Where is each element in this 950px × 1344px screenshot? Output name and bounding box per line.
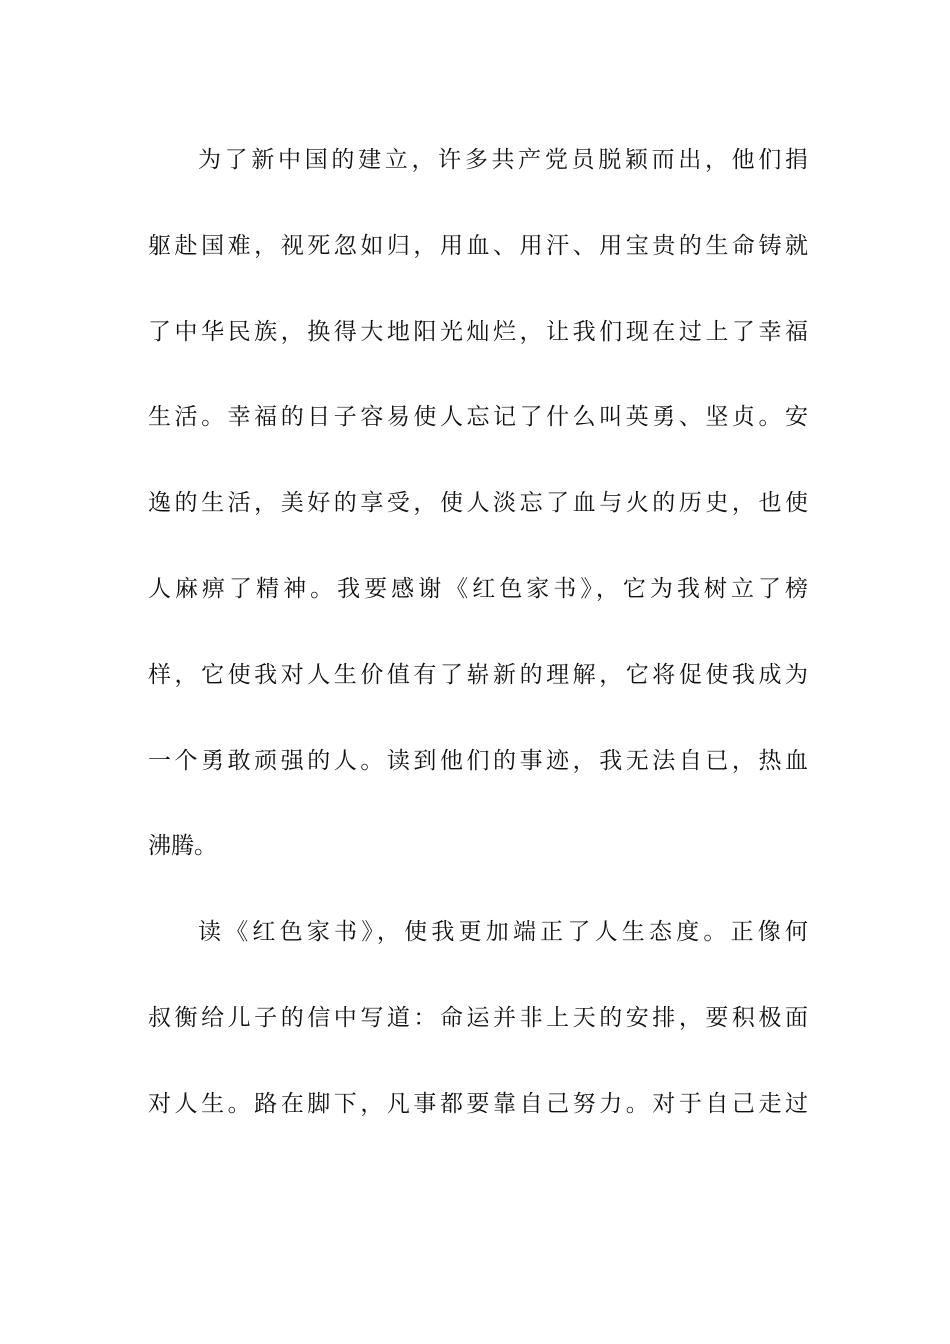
paragraph-2-line-3: 对人生。路在脚下，凡事都要靠自己努力。对于自己走过 bbox=[148, 1091, 808, 1117]
paragraph-1-line-1: 为了新中国的建立，许多共产党员脱颖而出，他们捐 bbox=[198, 147, 808, 173]
paragraph-1-line-6: 人麻痹了精神。我要感谢《红色家书》，它为我树立了榜 bbox=[148, 576, 808, 602]
paragraph-1-line-3: 了中华民族，换得大地阳光灿烂，让我们现在过上了幸福 bbox=[148, 319, 808, 345]
paragraph-2-line-1: 读《红色家书》，使我更加端正了人生态度。正像何 bbox=[198, 919, 808, 945]
paragraph-1-line-5: 逸的生活，美好的享受，使人淡忘了血与火的历史，也使 bbox=[148, 490, 808, 516]
paragraph-1-line-9: 沸腾。 bbox=[148, 833, 217, 859]
paragraph-1-line-7: 样，它使我对人生价值有了崭新的理解，它将促使我成为 bbox=[148, 662, 808, 688]
paragraph-1-line-8: 一个勇敢顽强的人。读到他们的事迹，我无法自已，热血 bbox=[148, 748, 808, 774]
paragraph-1-line-2: 躯赴国难，视死忽如归，用血、用汗、用宝贵的生命铸就 bbox=[148, 233, 808, 259]
paragraph-1-line-4: 生活。幸福的日子容易使人忘记了什么叫英勇、坚贞。安 bbox=[148, 404, 808, 430]
paragraph-2-line-2: 叔衡给儿子的信中写道：命运并非上天的安排，要积极面 bbox=[148, 1005, 808, 1031]
